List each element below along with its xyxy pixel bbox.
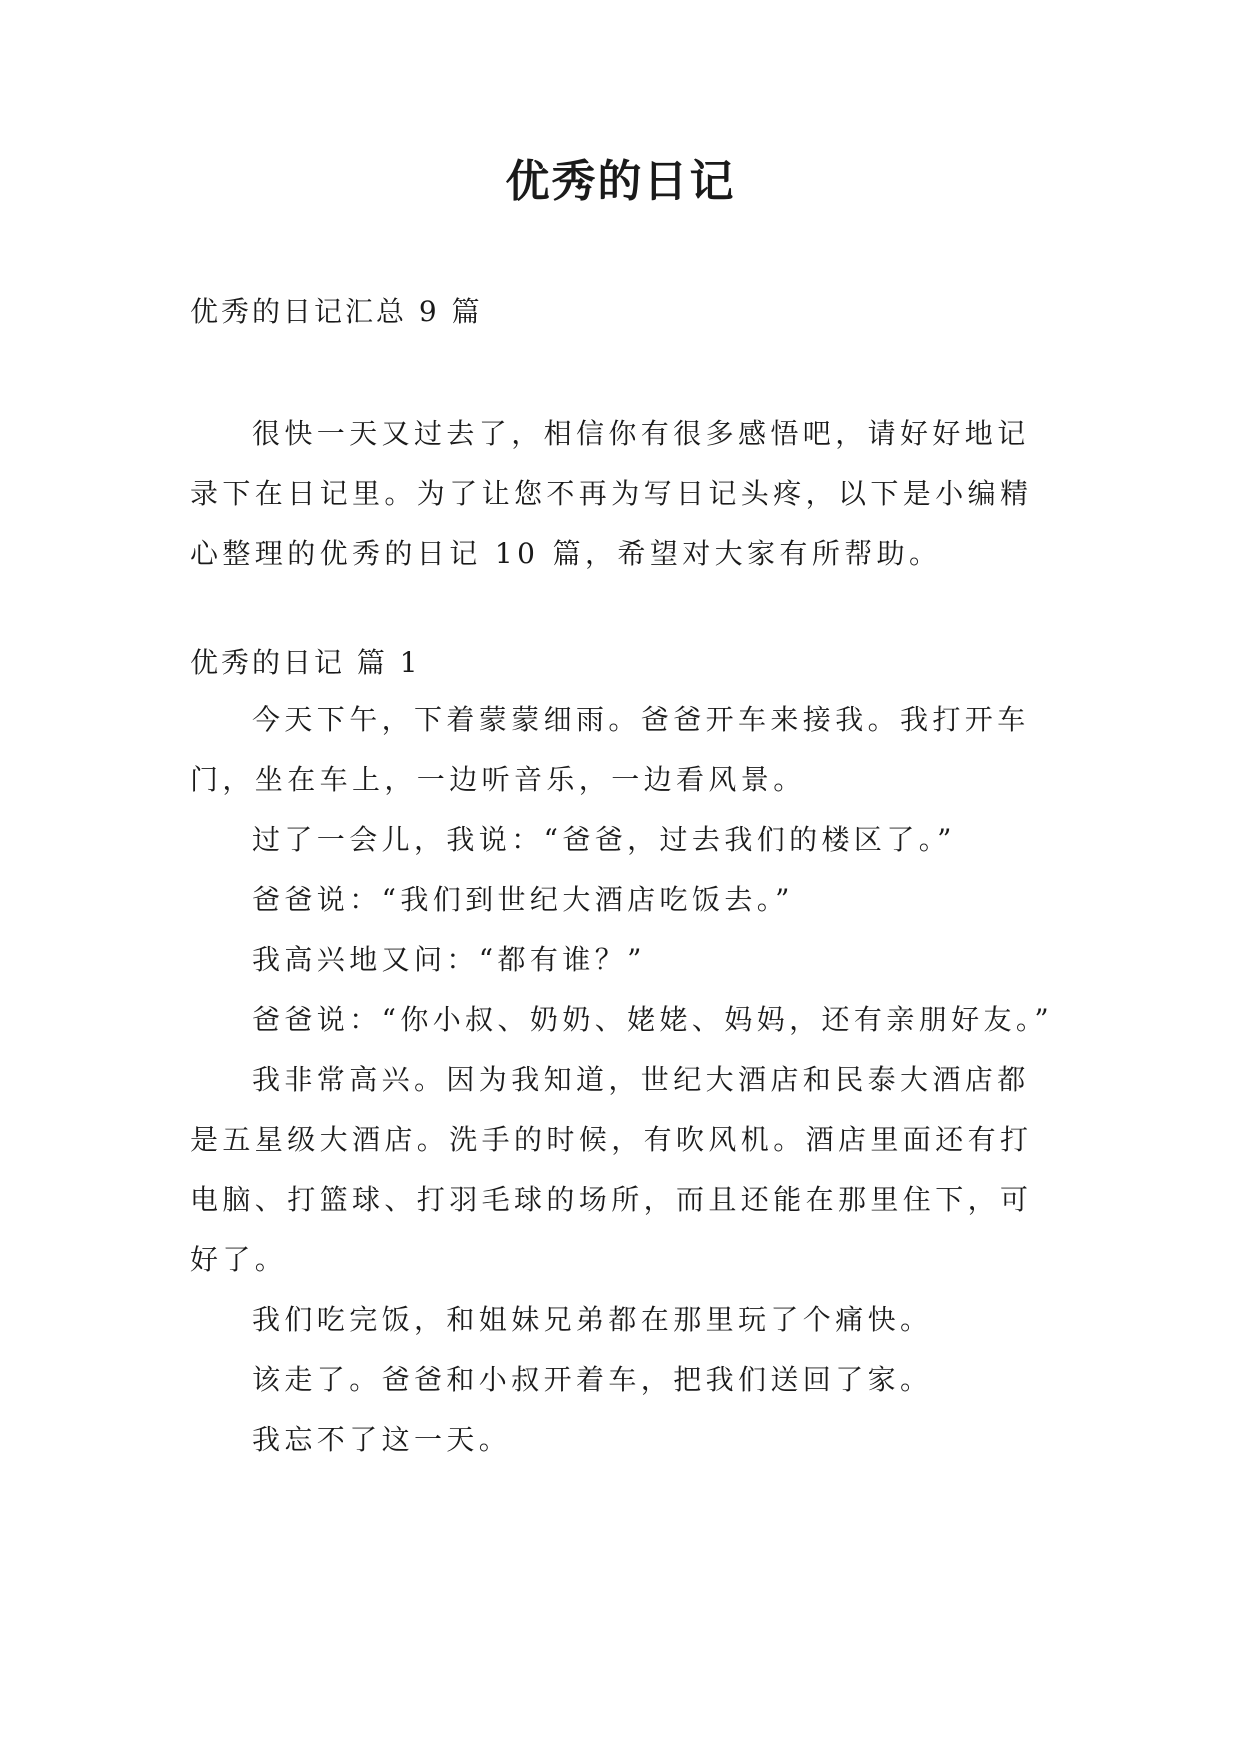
diary-paragraph: 今天下午，下着蒙蒙细雨。爸爸开车来接我。我打开车门，坐在车上，一边听音乐，一边看风景。 [190,703,1030,796]
document-title: 优秀的日记 [505,156,736,207]
intro-paragraph: 很快一天又过去了，相信你有很多感悟吧，请好好地记录下在日记里。为了让您不再为写日记头疼，以下是小编精心整理的优秀的日记 10 篇，希望对大家有所帮助。 [190,417,1033,570]
diary-body [190,690,1060,1470]
diary-paragraph: 我非常高兴。因为我知道，世纪大酒店和民泰大酒店都是五星级大酒店。洗手的时候，有吹风机。酒店里面还有打电脑、打篮球、打羽毛球的场所，而且还能在那里住下，可好了。 [190,1063,1033,1276]
diary-paragraph: 我高兴地又问：“都有谁？” [252,943,646,976]
diary-paragraph: 爸爸说：“你小叔、奶奶、姥姥、妈妈，还有亲朋好友。” [252,1003,1054,1036]
section-heading: 优秀的日记 篇 1 [190,646,421,679]
diary-paragraph: 过了一会儿，我说：“爸爸，过去我们的楼区了。” [252,823,956,856]
diary-paragraph: 该走了。爸爸和小叔开着车，把我们送回了家。 [252,1363,933,1396]
diary-paragraph: 我忘不了这一天。 [252,1423,512,1456]
diary-paragraph: 我们吃完饭，和姐妹兄弟都在那里玩了个痛快。 [252,1303,933,1336]
diary-paragraph: 爸爸说：“我们到世纪大酒店吃饭去。” [252,883,794,916]
document-subtitle: 优秀的日记汇总 9 篇 [190,295,483,328]
